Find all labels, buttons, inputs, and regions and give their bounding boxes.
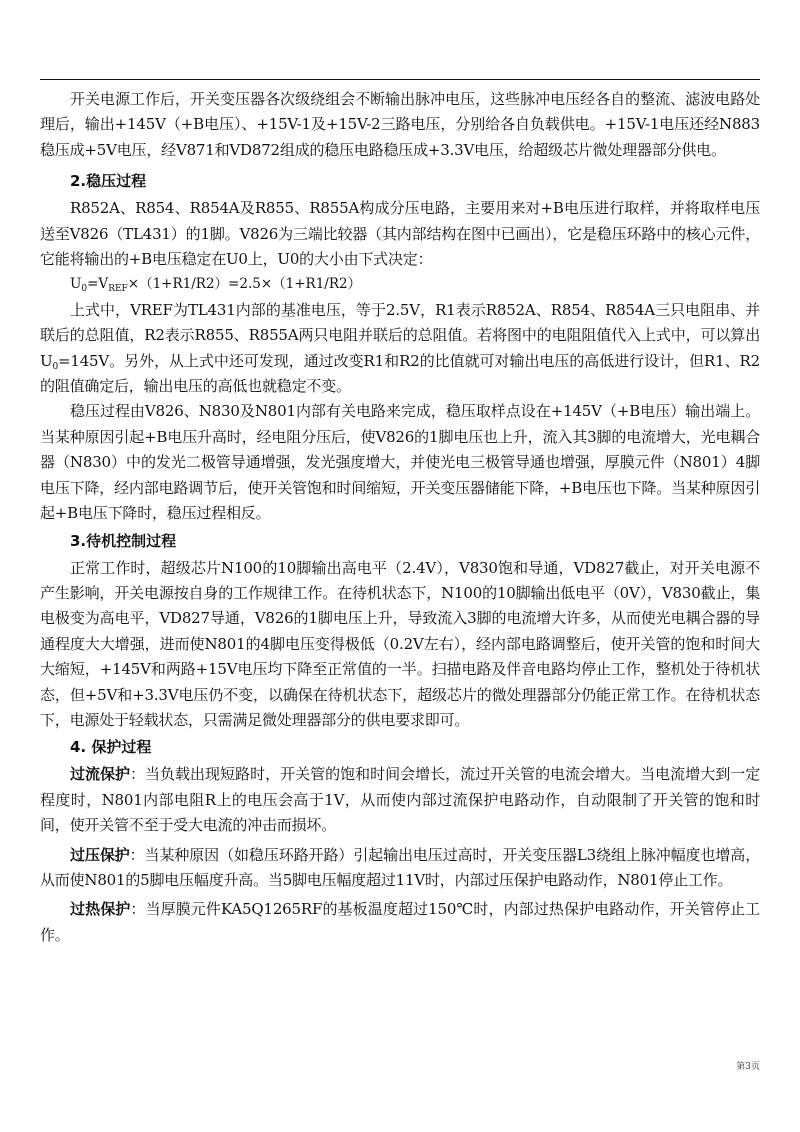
header-rule <box>40 79 760 80</box>
intro-paragraph: 开关电源工作后，开关变压器各次级绕组会不断输出脉冲电压，这些脉冲电压经各自的整流、滤波电路处理后，输出+145V（+B电压）、+15V-1及+15V-2三路电压，分别给各自负载供电。+15V-1电压还经N883稳压成+5V电压，经V871和VD872组成的稳压电路稳压成+3.3V电压，给超级芯片微处理器部分供电。 <box>40 90 760 159</box>
formula-v: =V <box>87 276 109 293</box>
formula-v-sub: REF <box>108 284 128 295</box>
formula-u-sub: 0 <box>81 284 88 295</box>
section-3-paragraph-1: 正常工作时，超级芯片N100的10脚输出高电平（2.4V），V830饱和导通，VD827截止，对开关电源不产生影响，开关电源按自身的工作规律工作。在待机状态下，N100的10脚输出低电平（0V），V830截止，集电极变为高电平，VD827导通，V826的1脚电压上升，导致流入3脚的电流增大许多，从而使光电耦合器的导通程度大大增强，进而使N801的4脚电压变得极低（0.2V左右），经内部电路调整后，使开关管的饱和时间大大缩短，+145V和两路+15V电压均下降至正常值的一半。扫描电路及伴音电路均停止工作，整机处于待机状态，但+5V和+3.3V电压仍不变，以确保在待机状态下，超级芯片的微处理器部分仍能正常工作。在待机状态下，电源处于轻载状态，只需满足微处理器部分的供电要求即可。 <box>40 558 760 729</box>
section-2-paragraph-3: 稳压过程由V826、N830及N801内部有关电路来完成，稳压取样点设在+145V（+B电压）输出端上。当某种原因引起+B电压升高时，经电阻分压后，使V826的1脚电压也上升，流入其3脚的电流增大，光电耦合器（N830）中的发光二极管导通增强，发光强度增大，并使光电三极管导通也增强，厚膜元件（N801）4脚电压下降，经内部电路调节后，使开关管饱和时间缩短，开关变压器储能下降，+B电压也下降。当某种原因引起+B电压下降时，稳压过程相反。 <box>40 402 760 523</box>
section-2-paragraph-1: R852A、R854、R854A及R855、R855A构成分压电路，主要用来对+B电压进行取样，并将取样电压送至V826（TL431）的1脚。V826为三端比较器（其内部结构在图中已画出），它是稳压环路中的核心元件，它能将输出的+B电压稳定在U0上，U0的大小由下式决定： <box>40 199 760 269</box>
formula-rest: ×（1+R1/R2）=2.5×（1+R1/R2） <box>127 276 362 293</box>
section-3-heading: 3.待机控制过程 <box>70 531 177 550</box>
overvoltage-paragraph <box>40 843 760 894</box>
overheat-text: ：当厚膜元件KA5Q1265RF的基板温度超过150℃时，内部过热保护电路动作，开关管停止工作。 <box>40 900 760 944</box>
para2-post: =145V。另外，从上式中还可发现，通过改变R1和R2的比值就可对输出电压的高低进行设计，但R1、R2的阻值确定后，输出电压的高低也就稳定不变。 <box>40 351 760 396</box>
document-body <box>40 87 760 948</box>
para2-sub: 0 <box>52 361 58 372</box>
page-number: 第3页 <box>736 1062 760 1072</box>
overcurrent-text: ：当负载出现短路时，开关管的饱和时间会增长，流过开关管的电流会增大。当电流增大到一定程度时，N801内部电阻R上的电压会高于1V，从而使内部过流保护电路动作，自动限制了开关管的饱和时间，使开关管不至于受大电流的冲击而损坏。 <box>40 765 761 835</box>
overheat-paragraph <box>40 897 760 948</box>
overcurrent-label: 过流保护 <box>70 765 131 784</box>
section-2-heading: 2.稳压过程 <box>70 172 147 191</box>
overcurrent-paragraph <box>40 762 760 838</box>
para2-pre: 上式中，VREF为TL431内部的基准电压，等于2.5V，R1表示R852A、R854、R854A三只电阻串、并联后的总阻值，R2表示R855、R855A两只电阻并联后的总阻值。若将图中的电阻阻值代入上式中，可以算出U <box>40 300 760 370</box>
section-2-paragraph-2 <box>40 298 760 400</box>
overheat-label: 过热保护 <box>70 900 131 919</box>
overvoltage-text: ：当某种原因（如稳压环路开路）引起输出电压过高时，开关变压器L3绕组上脉冲幅度也增高，从而使N801的5脚电压幅度升高。当5脚电压幅度超过11V时，内部过压保护电路动作，N801停止工作。 <box>40 845 760 889</box>
formula-u: U <box>70 276 82 293</box>
voltage-formula <box>40 272 760 297</box>
overvoltage-label: 过压保护 <box>70 845 130 864</box>
section-4-heading: 4. 保护过程 <box>70 738 152 757</box>
